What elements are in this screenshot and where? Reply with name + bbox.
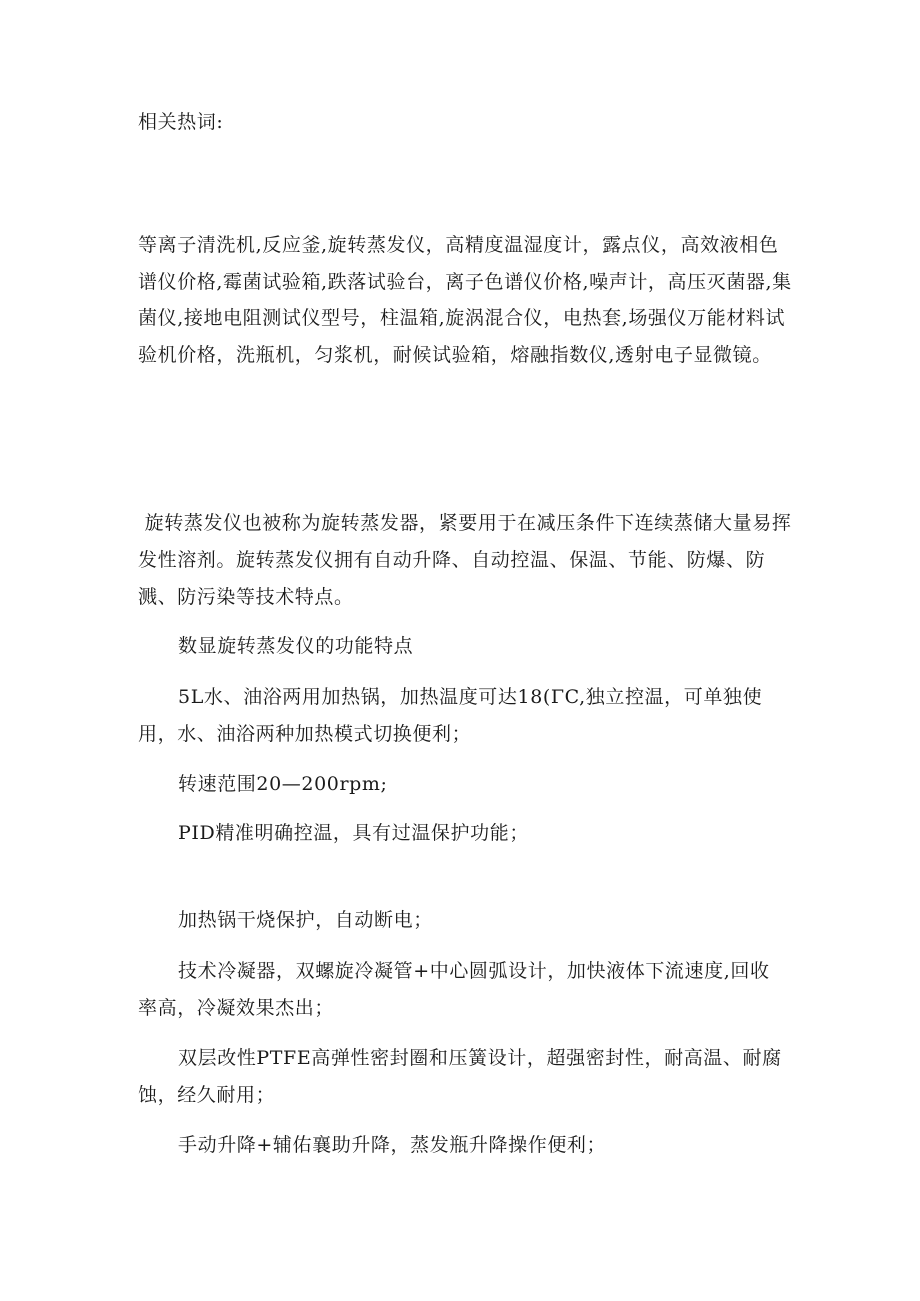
feature-seal-line1: 双层改性PTFE高弹性密封圈和压簧设计，超强密封性，耐高温、耐腐 xyxy=(178,1047,782,1069)
feature-heating-line1: 5L水、油浴两用加热锅，加热温度可达18(ΓC,独立控温，可单独使 xyxy=(178,686,763,708)
feature-pid: PID精准明确控温，具有过温保护功能； xyxy=(178,822,529,844)
feature-heating-line2: 用，水、油浴两种加热模式切换便利； xyxy=(138,723,472,745)
feature-dry-burn: 加热锅干烧保护，自动断电； xyxy=(178,909,433,931)
features-title: 数显旋转蒸发仪的功能特点 xyxy=(178,635,414,657)
feature-lift: 手动升降+辅佑襄助升降，蒸发瓶升降操作便利； xyxy=(178,1134,607,1156)
intro-paragraph: 旋转蒸发仪也被称为旋转蒸发器，紧要用于在减压条件下连续蒸储大量易挥发性溶剂。旋转蒸发仪拥有自动升降、自动控温、保温、节能、防爆、防溅、防污染等技术特点。 xyxy=(138,512,792,608)
feature-seal-line2: 蚀，经久耐用； xyxy=(138,1084,276,1106)
hot-words-heading: 相关热词: xyxy=(138,111,224,133)
feature-speed: 转速范围20—200rpm; xyxy=(178,773,388,795)
feature-condenser-line1: 技术冷凝器，双螺旋冷凝管+中心圆弧设计，加快液体下流速度,回收 xyxy=(178,960,770,982)
feature-condenser-line2: 率高，冷凝效果杰出； xyxy=(138,997,335,1019)
hot-words-paragraph: 等离子清洗机,反应釜,旋转蒸发仪，高精度温湿度计，露点仪，高效液相色谱仪价格,霉菌试验箱,跌落试验台，离子色谱仪价格,噪声计，高压灭菌器,集菌仪,接地电阻测试仪型号，柱温箱,旋涡混合仪，电热套,场强仪万能材料试验机价格，洗瓶机，匀浆机，耐候试验箱，熔融指数仪,透射电子显微镜。 xyxy=(138,234,792,366)
